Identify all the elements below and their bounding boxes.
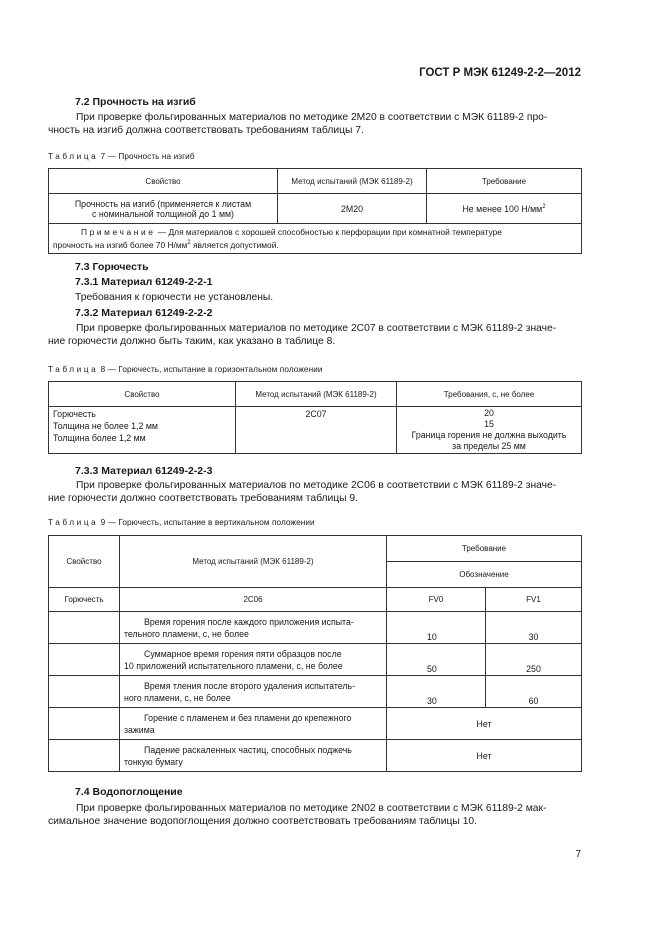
superscript: 2 [187, 239, 191, 246]
table-cell [49, 194, 278, 224]
section-7-3-2-paragraph [48, 322, 584, 348]
cell-line: за пределы 25 мм [452, 441, 526, 451]
table-9 [48, 535, 582, 772]
caption-text: 7 — Прочность на изгиб [98, 152, 195, 161]
superscript: 2 [542, 203, 546, 210]
table-header-cell: Обозначение [387, 562, 582, 588]
note-text: прочность на изгиб более 70 Н/мм [53, 239, 188, 250]
table-cell [120, 612, 387, 644]
table-header-cell: Требования, с, не более [397, 382, 582, 407]
table-cell [49, 407, 236, 454]
section-7-3-1-title: 7.3.1 Материал 61249-2-2-1 [75, 276, 213, 288]
para-line: При проверке фольгированных материалов по методике 2С06 в соответствии с МЭК 61189-2 значе- [76, 480, 557, 491]
table-cell: 2С07 [236, 407, 397, 454]
table-cell: 2М20 [278, 194, 427, 224]
document-code: ГОСТ Р МЭК 61249-2-2—2012 [419, 67, 581, 79]
cell-line: Горение с пламенем и без пламени до крепежного [144, 712, 352, 723]
table-header-cell: Метод испытаний (МЭК 61189-2) [120, 536, 387, 588]
table-cell [397, 407, 582, 454]
table-cell: 60 [486, 676, 582, 708]
table-cell [49, 676, 120, 708]
cell-line: 15 [484, 419, 494, 429]
table-cell: Нет [387, 708, 582, 740]
table-cell [120, 676, 387, 708]
cell-line: зажима [124, 724, 155, 735]
table-cell: 30 [387, 676, 486, 708]
section-7-3-3-title: 7.3.3 Материал 61249-2-2-3 [75, 465, 213, 477]
cell-line: Горючесть [53, 409, 96, 419]
table-header-cell: Требование [387, 536, 582, 562]
para-line: чность на изгиб должна соответствовать требованиям таблицы 7. [48, 125, 364, 136]
table-cell: 10 [387, 612, 486, 644]
requirement-value: Не менее 100 Н/мм [462, 203, 543, 214]
table-header-cell: Свойство [49, 536, 120, 588]
note-text: — Для материалов с хорошей способностью к перфорации при комнатной температуре [155, 226, 502, 237]
note-word: Примечание [81, 226, 156, 237]
table-header-cell: Свойство [49, 382, 236, 407]
caption-word: Таблица [48, 518, 99, 527]
para-line: При проверке фольгированных материалов по методике 2С07 в соответствии с МЭК 61189-2 значе- [76, 323, 557, 334]
cell-line: 10 приложений испытательного пламени, с, не более [124, 660, 343, 671]
table-cell [120, 708, 387, 740]
cell-line: ного пламени, с, не более [124, 692, 231, 703]
cell-line: тельного пламени, с, не более [124, 628, 249, 639]
cell-line: Суммарное время горения пяти образцов после [144, 648, 342, 659]
table-7-caption [48, 152, 195, 161]
table-cell: 30 [486, 612, 582, 644]
table-8-caption [48, 365, 323, 374]
table-cell: FV0 [387, 588, 486, 612]
cell-line: Граница горения не должна выходить [411, 430, 567, 440]
cell-line: Толщина более 1,2 мм [53, 433, 146, 443]
cell-line: Прочность на изгиб (применяется к листам [74, 198, 252, 209]
para-line: ние горючести должно быть таким, как указано в таблице 8. [48, 336, 336, 347]
caption-word: Таблица [48, 365, 99, 374]
table-7 [48, 168, 582, 254]
table-cell: 50 [387, 644, 486, 676]
table-cell [49, 644, 120, 676]
page-number: 7 [575, 849, 581, 860]
table-cell [120, 740, 387, 772]
cell-line: Падение раскаленных частиц, способных поджечь [144, 744, 352, 755]
table-cell: Нет [387, 740, 582, 772]
table-9-caption [48, 518, 315, 527]
section-7-3-1-text: Требования к горючести не установлены. [75, 292, 274, 303]
section-7-4-paragraph [48, 802, 584, 828]
table-cell [120, 644, 387, 676]
section-7-4-title: 7.4 Водопоглощение [75, 786, 183, 798]
cell-line: Время горения после каждого приложения испыта- [144, 616, 354, 627]
cell-line: тонкую бумагу [124, 756, 183, 767]
section-7-2-title: 7.2 Прочность на изгиб [75, 96, 196, 108]
table-8 [48, 381, 582, 454]
section-7-3-title: 7.3 Горючесть [75, 261, 149, 273]
cell-line: Толщина не более 1,2 мм [53, 421, 158, 431]
caption-text: 9 — Горючесть, испытание в вертикальном положении [98, 518, 315, 527]
note-text: является допустимой. [190, 239, 279, 250]
para-line: симальное значение водопоглощения должно соответствовать требованиям таблицы 10. [48, 816, 478, 827]
para-line: ние горючести должно соответствовать требованиям таблицы 9. [48, 493, 359, 504]
table-cell [49, 740, 120, 772]
table-cell: FV1 [486, 588, 582, 612]
table-cell [49, 708, 120, 740]
table-header-cell: Метод испытаний (МЭК 61189-2) [278, 169, 427, 194]
para-line: При проверке фольгированных материалов по методике 2N02 в соответствии с МЭК 61189-2 мак- [76, 803, 547, 814]
table-header-cell: Свойство [49, 169, 278, 194]
table-cell: 250 [486, 644, 582, 676]
para-line: При проверке фольгированных материалов по методике 2М20 в соответствии с МЭК 61189-2 про- [76, 112, 548, 123]
cell-line: Время тления после второго удаления испытатель- [144, 680, 356, 691]
table-cell [427, 194, 582, 224]
cell-line: 20 [484, 408, 494, 418]
table-header-cell: Метод испытаний (МЭК 61189-2) [236, 382, 397, 407]
table-cell: 2С06 [120, 588, 387, 612]
table-header-cell: Требование [427, 169, 582, 194]
section-7-3-2-title: 7.3.2 Материал 61249-2-2-2 [75, 307, 213, 319]
table-cell [49, 612, 120, 644]
table-note [49, 224, 582, 254]
section-7-2-paragraph [48, 111, 584, 137]
cell-line: с номинальной толщиной до 1 мм) [92, 208, 234, 219]
caption-text: 8 — Горючесть, испытание в горизонтальном положении [98, 365, 323, 374]
section-7-3-3-paragraph [48, 479, 584, 505]
caption-word: Таблица [48, 152, 99, 161]
table-cell: Горючесть [49, 588, 120, 612]
